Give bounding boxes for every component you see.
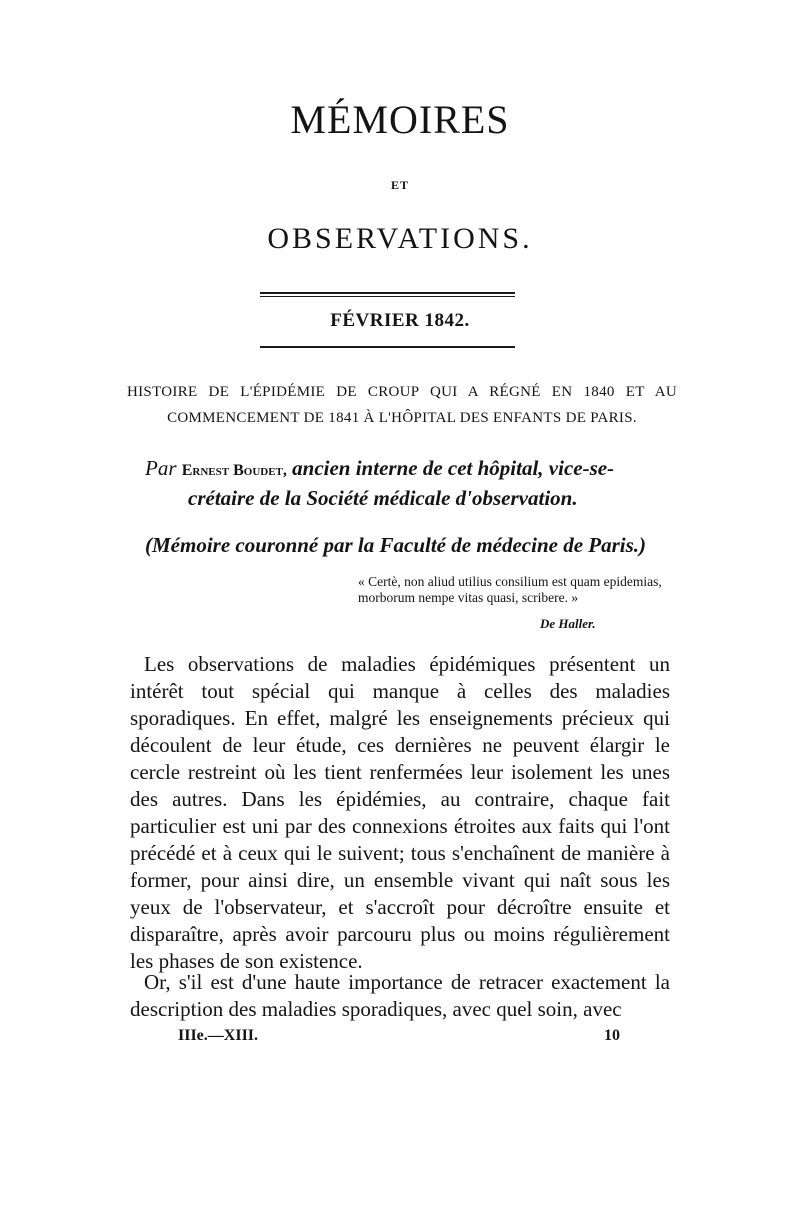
author-title-1: ancien interne de cet hôpital, vice-se- bbox=[292, 456, 615, 480]
author-line bbox=[145, 456, 665, 481]
author-prefix: Par bbox=[145, 456, 177, 480]
prize-note: (Mémoire couronné par la Faculté de médecine de Paris.) bbox=[145, 533, 647, 557]
top-rule-thin bbox=[260, 296, 515, 297]
page-number: 10 bbox=[604, 1027, 620, 1044]
body-paragraph-1: Les observations de maladies épidémiques présentent un intérêt tout spécial qui manque à celles des maladies sporadiques. En effet, malgré les enseignements précieux qui découlent de leur étude, ces dernières ne peuvent élargir le cercle restreint où les tient renfermées leur isolement les unes des autres. Dans les épidémies, au contraire, chaque fait particulier est uni par des connexions étroites aux faits qui l'ont précédé et à ceux qui le suivent; tous s'enchaînent de manière à former, pour ainsi dire, un ensemble vivant qui naît sous les yeux de l'observateur, et s'accroît pour décroître ensuite et disparaître, après avoir parcouru plus ou moins régulièrement les phases de son existence. bbox=[130, 652, 670, 973]
journal-title: MÉMOIRES bbox=[290, 97, 510, 142]
epigraph-author: De Haller. bbox=[540, 616, 596, 631]
article-title-line-2: COMMENCEMENT DE 1841 À L'HÔPITAL DES ENFANTS DE PARIS. bbox=[167, 410, 637, 426]
journal-subtitle: OBSERVATIONS. bbox=[267, 222, 533, 255]
author-name: Ernest Boudet, bbox=[181, 462, 287, 479]
epigraph-text: « Certè, non aliud utilius consilium est quam epidemias, morborum nempe vitas quasi, scribere. » bbox=[358, 574, 662, 605]
title-conjunction: ET bbox=[390, 178, 409, 192]
author-title-2: crétaire de la Société médicale d'observation. bbox=[188, 486, 578, 510]
signature-mark: IIIe.—XIII. bbox=[178, 1027, 259, 1044]
body-paragraph-2: Or, s'il est d'une haute importance de retracer exactement la description des maladies sporadiques, avec quel soin, avec bbox=[130, 970, 670, 1021]
bottom-rule bbox=[260, 346, 515, 348]
article-title-line-1: HISTOIRE DE L'ÉPIDÉMIE DE CROUP QUI A RÉGNÉ EN 1840 ET AU bbox=[127, 384, 677, 400]
issue-date: FÉVRIER 1842. bbox=[330, 310, 470, 331]
top-rule bbox=[260, 292, 515, 294]
